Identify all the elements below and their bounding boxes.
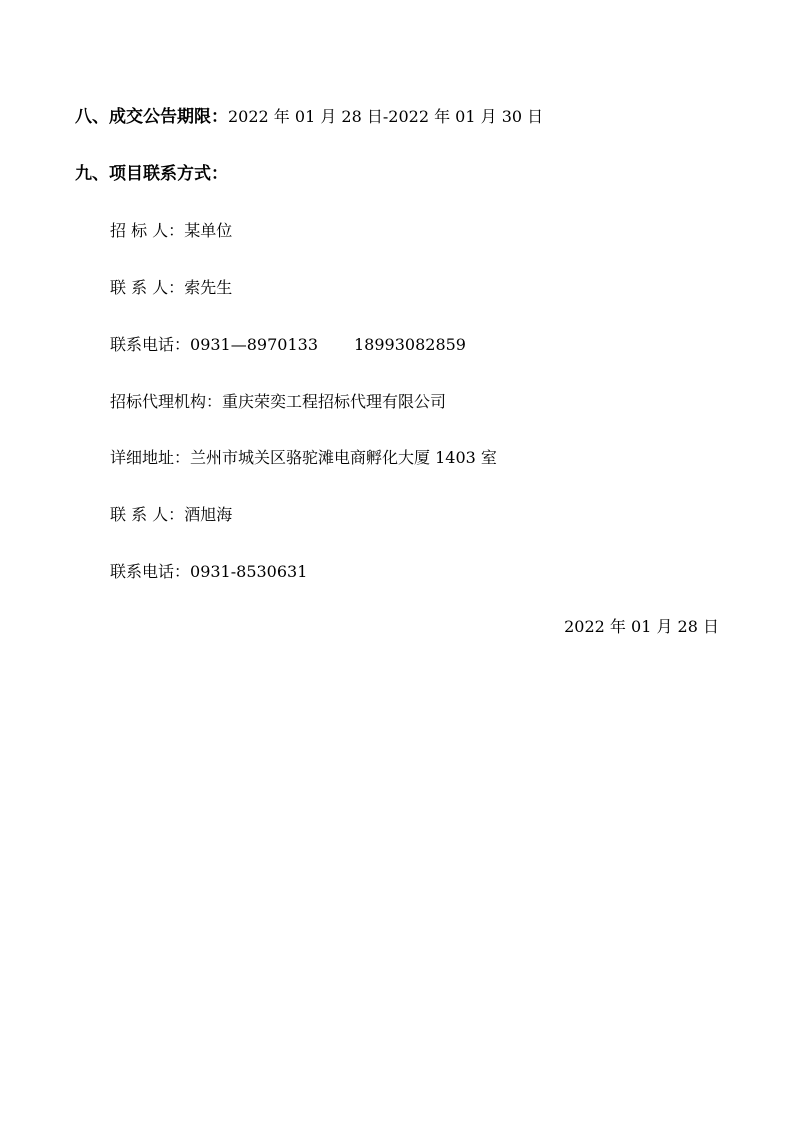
announcement-period-value: 2022 年 01 月 28 日-2022 年 01 月 30 日 [228, 107, 544, 126]
agency-phone-value: 0931-8530631 [190, 562, 308, 581]
phone-line-1 [110, 335, 466, 355]
section-9-heading: 九、项目联系方式： [75, 164, 228, 184]
tenderer-value: 某单位 [184, 221, 233, 240]
phone-line-2 [110, 562, 307, 582]
section-8-line [75, 107, 543, 127]
section-8-heading: 八、成交公告期限： [75, 107, 228, 127]
tenderer-label: 招 标 人： [110, 221, 185, 240]
phone-number-landline: 0931—8970133 [190, 335, 318, 354]
agency-line [110, 392, 446, 412]
contact-person-line-2 [110, 505, 232, 525]
contact-person-value: 索先生 [184, 278, 233, 297]
address-label: 详细地址： [110, 448, 191, 467]
agency-contact-value: 酒旭海 [184, 505, 233, 524]
contact-person-label: 联 系 人： [110, 278, 185, 297]
phone-label: 联系电话： [110, 335, 191, 354]
section-9-line [75, 164, 228, 184]
signature-date: 2022 年 01 月 28 日 [564, 617, 719, 636]
phone-number-mobile: 18993082859 [354, 335, 466, 354]
agency-value: 重庆荣奕工程招标代理有限公司 [222, 392, 447, 411]
agency-phone-label: 联系电话： [110, 562, 191, 581]
tenderer-line [110, 221, 232, 241]
address-line [110, 448, 497, 468]
agency-label: 招标代理机构： [110, 392, 223, 411]
agency-contact-label: 联 系 人： [110, 505, 185, 524]
contact-person-line-1 [110, 278, 232, 298]
address-value: 兰州市城关区骆驼滩电商孵化大厦 1403 室 [190, 448, 497, 467]
